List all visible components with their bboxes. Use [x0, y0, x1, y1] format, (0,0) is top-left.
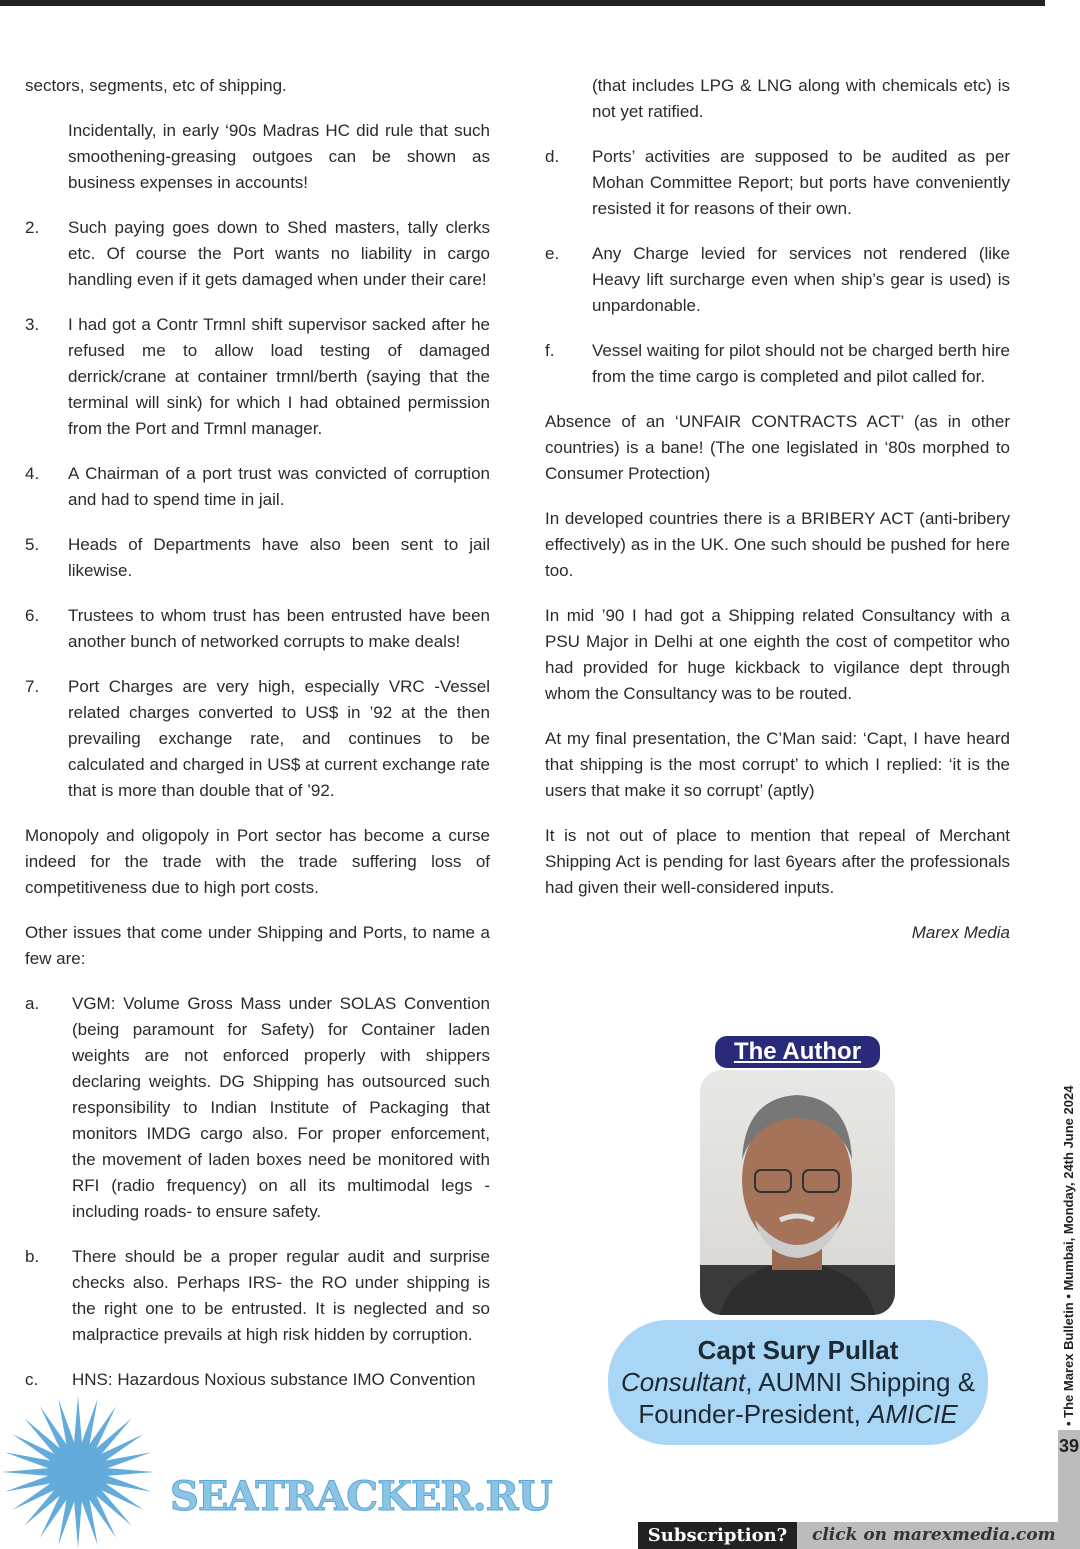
list-marker: e.	[545, 244, 560, 263]
paragraph: Other issues that come under Shipping and Ports, to name a few are:	[25, 923, 490, 968]
list-marker: d.	[545, 147, 560, 166]
role-org2: AMICIE	[868, 1399, 958, 1429]
role-title2: Founder-President,	[638, 1399, 869, 1429]
list-text: Ports’ activities are supposed to be audited as per Mohan Committee Report; but ports have conveniently resisted it for reasons of their own.	[592, 147, 1010, 218]
role-title: Consultant	[620, 1367, 746, 1397]
subscription-label: Subscription?	[638, 1522, 797, 1549]
list-marker: 4.	[25, 464, 40, 483]
right-column	[545, 73, 1010, 965]
paragraph: (that includes LPG & LNG along with chemicals etc) is not yet ratified.	[592, 76, 1010, 121]
list-marker: 5.	[25, 535, 40, 554]
watermark: SEATRACKER.RU	[170, 1473, 552, 1520]
paragraph: At my final presentation, the C’Man said: ‘Capt, I have heard that shipping is the most corrupt’ to which I replied: ‘it is the users that make it so corrupt’ (aptly)	[545, 729, 1010, 800]
list-marker: a.	[25, 994, 40, 1013]
author-photo	[700, 1070, 895, 1315]
list-text: A Chairman of a port trust was convicted of corruption and had to spend time in jail.	[68, 464, 490, 509]
list-text: There should be a proper regular audit and surprise checks also. Perhaps IRS- the RO under shipping is the right one to be entrusted. It is neglected and so malpractice prevails at high risk hidden by corruption.	[72, 1247, 490, 1344]
list-item	[25, 1244, 490, 1348]
bulletin-dateline: • The Marex Bulletin • Mumbai, Monday, 24th June 2024	[1061, 1085, 1076, 1426]
paragraph: Absence of an ‘UNFAIR CONTRACTS ACT’ (as in other countries) is a bane! (The one legislated in ‘80s morphed to Consumer Protection)	[545, 412, 1010, 483]
list-text: Such paying goes down to Shed masters, tally clerks etc. Of course the Port wants no liability in cargo handling even if it gets damaged when under their care!	[68, 218, 490, 289]
list-text: HNS: Hazardous Noxious substance IMO Convention	[72, 1370, 476, 1389]
page-number: 39	[1059, 1436, 1080, 1456]
list-item	[545, 338, 1010, 390]
list-item	[25, 1367, 490, 1393]
paragraph: In mid ’90 I had got a Shipping related Consultancy with a PSU Major in Delhi at one eighth the cost of competitor who had provided for huge kickback to vigilance dept through whom the Consultancy was to be routed.	[545, 606, 1010, 703]
starburst-logo-icon	[0, 1395, 160, 1549]
list-item	[25, 532, 490, 584]
author-role-line2	[608, 1398, 988, 1430]
left-column	[25, 73, 490, 1412]
top-rule	[0, 0, 1045, 6]
paragraph: Monopoly and oligopoly in Port sector has become a curse indeed for the trade with the trade suffering loss of competitiveness due to high port costs.	[25, 826, 490, 897]
list-marker: 7.	[25, 677, 40, 696]
signature: Marex Media	[911, 923, 1010, 942]
list-marker: 2.	[25, 218, 40, 237]
list-marker: b.	[25, 1247, 40, 1266]
list-text: Heads of Departments have also been sent to jail likewise.	[68, 535, 490, 580]
list-item	[25, 674, 490, 804]
list-item	[25, 461, 490, 513]
paragraph: Incidentally, in early ‘90s Madras HC did rule that such smoothening-greasing outgoes can be shown as business expenses in accounts!	[68, 121, 490, 192]
list-text: I had got a Contr Trmnl shift supervisor sacked after he refused me to allow load testing of damaged derrick/crane at container trmnl/berth (saying that the terminal will sink) for which I had obtained permission from the Port and Trmnl manager.	[68, 315, 490, 438]
author-name: Capt Sury Pullat	[697, 1335, 899, 1365]
list-marker: 3.	[25, 315, 40, 334]
list-item	[25, 312, 490, 442]
list-marker: f.	[545, 341, 555, 360]
paragraph: sectors, segments, etc of shipping.	[25, 76, 287, 95]
list-marker: c.	[25, 1370, 39, 1389]
list-item	[545, 144, 1010, 222]
paragraph: In developed countries there is a BRIBERY ACT (anti-bribery effectively) as in the UK. One such should be pushed for here too.	[545, 509, 1010, 580]
list-item	[25, 215, 490, 293]
list-text: Trustees to whom trust has been entrusted have been another bunch of networked corrupts to make deals!	[68, 606, 490, 651]
list-item	[25, 603, 490, 655]
list-text: Vessel waiting for pilot should not be charged berth hire from the time cargo is completed and pilot called for.	[592, 341, 1010, 386]
list-text: Any Charge levied for services not rendered (like Heavy lift surcharge even when ship’s gear is used) is unpardonable.	[592, 244, 1010, 315]
list-marker: 6.	[25, 606, 40, 625]
author-info	[608, 1320, 988, 1445]
role-org: , AUMNI Shipping &	[745, 1367, 976, 1397]
list-item	[545, 241, 1010, 319]
list-item	[25, 991, 490, 1225]
author-role-line1	[608, 1366, 988, 1398]
author-label: The Author	[715, 1036, 880, 1068]
paragraph: It is not out of place to mention that repeal of Merchant Shipping Act is pending for last 6years after the professionals had given their well-considered inputs.	[545, 826, 1010, 897]
subscription-link[interactable]: click on marexmedia.com	[812, 1525, 1056, 1545]
list-text: VGM: Volume Gross Mass under SOLAS Convention (being paramount for Safety) for Container laden weights are not enforced properly with shippers declaring weights. DG Shipping has outsourced such responsibility to Indian Institute of Packaging that monitors IMDG cargo also. For proper enforcement, the movement of laden boxes need be monitored with RFI (radio frequency) on all its multimodal legs - including roads- to ensure safety.	[72, 994, 490, 1221]
list-text: Port Charges are very high, especially VRC -Vessel related charges converted to US$ in ’92 at the then prevailing exchange rate, and continues to be calculated and charged in US$ at current exchange rate that is more than double that of ’92.	[68, 677, 490, 800]
